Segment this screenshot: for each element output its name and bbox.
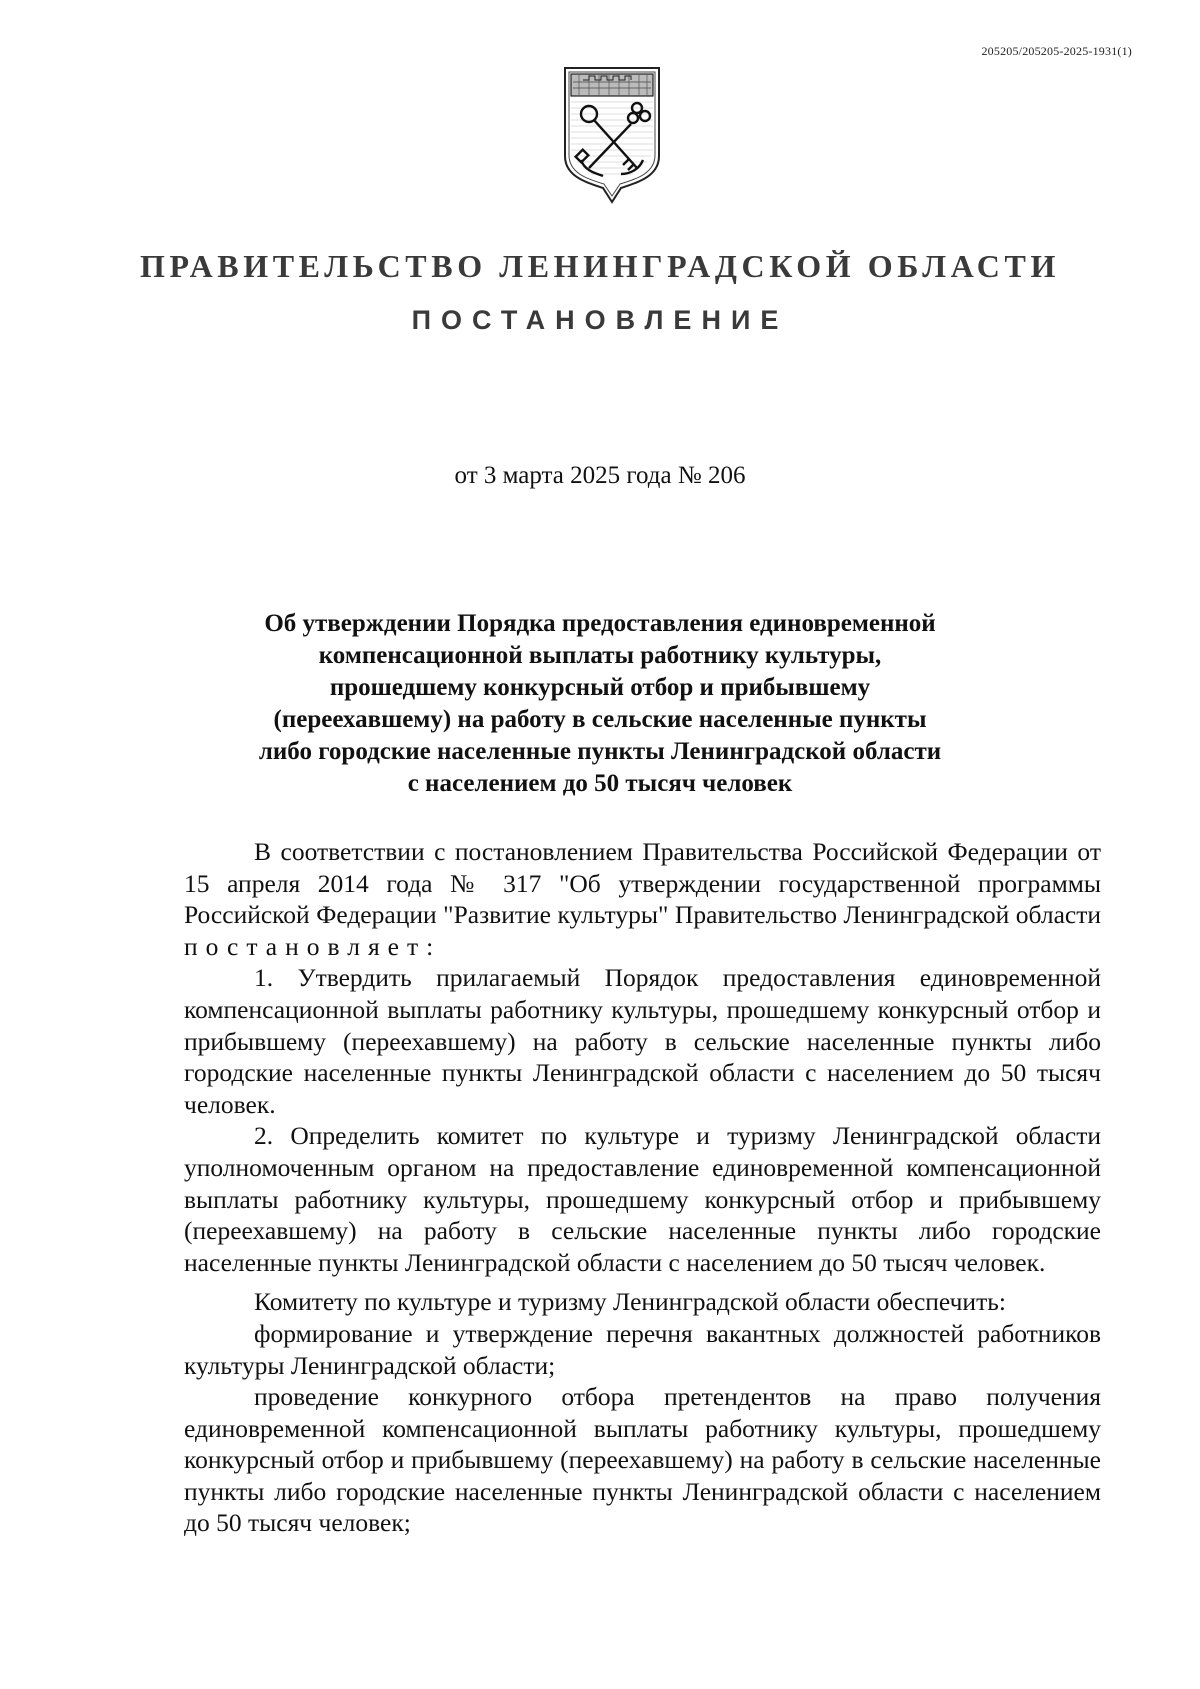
preamble-text: В соответствии с постановлением Правительства Российской Федерации от 15 апреля 2014 года № 317 "Об утверждении государственной программы Российской Федерации "Развитие культуры" Правительство Ленинградской области: [184, 837, 1101, 930]
item-1-paragraph: 1. Утвердить прилагаемый Порядок предоставления единовременной компенсационной выплаты работнику культуры, прошедшему конкурсный отбор и прибывшему (переехавшему) на работу в сельские населенные пункты либо городские населенные пункты Ленинградской области с населением до 50 тысяч человек.: [184, 963, 1101, 1119]
document-registration-number: 205205/205205-2025-1931(1): [981, 44, 1132, 58]
subject-line: Об утверждении Порядка предоставления единовременной: [264, 610, 936, 637]
subject-line: компенсационной выплаты работнику культуры,: [318, 642, 882, 669]
decree-body: [184, 836, 1101, 1539]
task-1-paragraph: формирование и утверждение перечня вакантных должностей работников культуры Ленинградской области;: [184, 1318, 1101, 1380]
decree-date-and-number: от 3 марта 2025 года № 206: [454, 462, 746, 489]
item-2-paragraph: 2. Определить комитет по культуре и туризму Ленинградской области уполномоченным органом на предоставление единовременной компенсационной выплаты работнику культуры, прошедшему конкурсный отбор и прибывшему (переехавшему) на работу в сельские населенные пункты либо городские населенные пункты Ленинградской области с населением до 50 тысяч человек.: [184, 1121, 1101, 1277]
subject-line: прошедшему конкурсный отбор и прибывшему: [329, 674, 871, 701]
subject-line: (переехавшему) на работу в сельские населенные пункты: [273, 706, 927, 733]
committee-paragraph: Комитету по культуре и туризму Ленинградской области обеспечить:: [254, 1287, 1006, 1317]
leningrad-oblast-coat-of-arms-icon: [559, 64, 665, 204]
subject-line: либо городские населенные пункты Ленинградской области: [258, 738, 942, 765]
government-title: ПРАВИТЕЛЬСТВО ЛЕНИНГРАДСКОЙ ОБЛАСТИ: [140, 248, 1060, 284]
document-type-title: ПОСТАНОВЛЕНИЕ: [411, 305, 789, 335]
decree-word: постановляет:: [184, 931, 442, 961]
preamble-paragraph: [184, 836, 1101, 962]
decree-subject: [180, 608, 1020, 800]
subject-line: с населением до 50 тысяч человек: [407, 770, 793, 797]
task-2-paragraph: проведение конкурного отбора претендентов на право получения единовременной компенсационной выплаты работнику культуры, прошедшему конкурсный отбор и прибывшему (переехавшему) на работу в сельские населенные пункты либо городские населенные пункты Ленинградской области с населением до 50 тысяч человек;: [184, 1382, 1101, 1538]
